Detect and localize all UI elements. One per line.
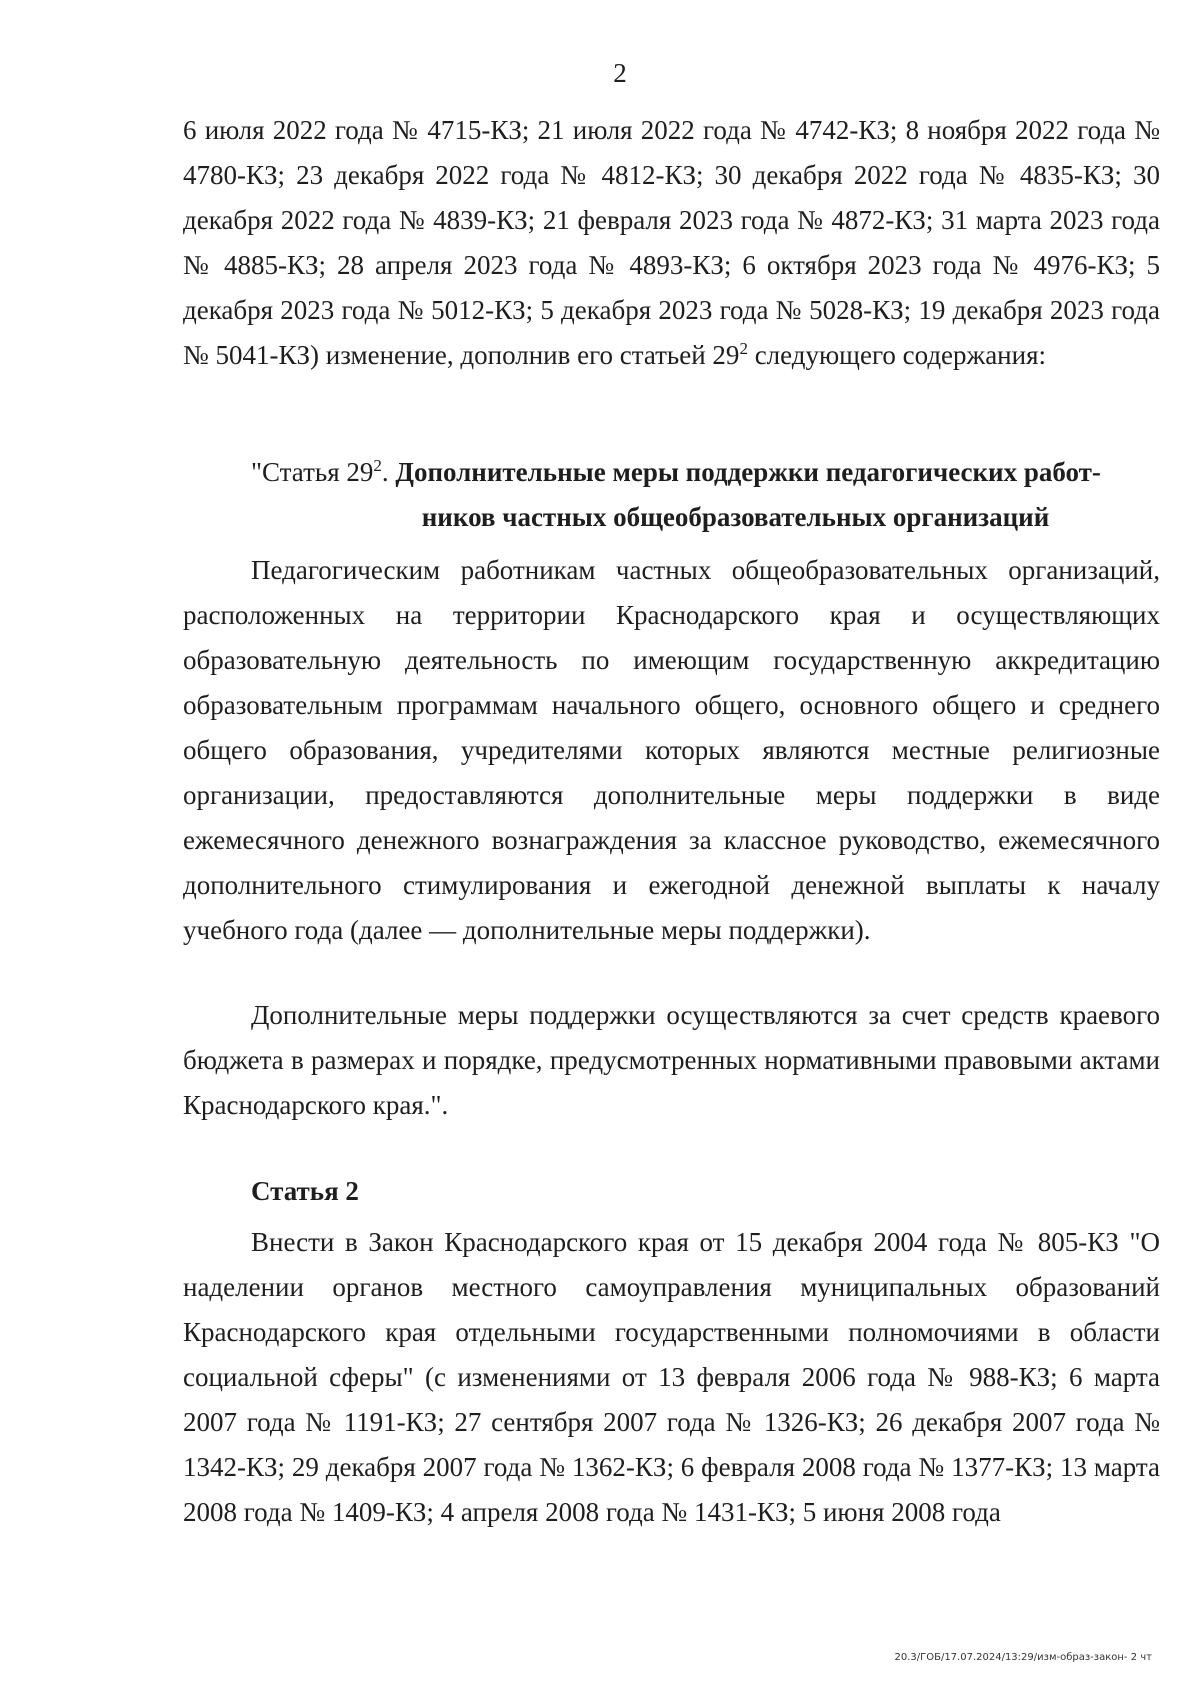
article-prefix-text: "Статья 29 xyxy=(251,457,374,487)
article-29-2-paragraph-2: Дополнительные меры поддержки осуществляются за счет средств краевого бюджета в размерах и порядке, предусмотренных нормативными правовыми актами Краснодарского края.". xyxy=(183,1000,1160,1120)
footer-document-code: 20.3/ГОБ/17.07.2024/13:29/изм-образ-закон- 2 чт xyxy=(894,1652,1152,1663)
article-29-2-body xyxy=(183,548,1160,953)
intro-superscript: 2 xyxy=(739,339,748,358)
article-2-paragraph: Внести в Закон Краснодарского края от 15 декабря 2004 года № 805-КЗ "О наделении органов местного самоуправления муниципальных образований Краснодарского края отдельными государственными полномочиями в области социальной сферы" (с изменениями от 13 февраля 2006 года № 988-КЗ; 6 марта 2007 года № 1191-КЗ; 27 сентября 2007 года № 1326-КЗ; 26 декабря 2007 года № 1342-КЗ; 29 декабря 2007 года № 1362-КЗ; 6 февраля 2008 года № 1377-КЗ; 13 марта 2008 года № 1409-КЗ; 4 апреля 2008 года № 1431-КЗ; 5 июня 2008 года xyxy=(183,1227,1160,1527)
article-prefix-end: . xyxy=(381,457,389,487)
article-29-2-title-line2: ников частных общеобразовательных организаций xyxy=(421,502,1050,532)
intro-main: 6 июля 2022 года № 4715-КЗ; 21 июля 2022 года № 4742-КЗ; 8 ноября 2022 года № 4780-КЗ; 23 декабря 2022 года № 4812-КЗ; 30 декабря 2022 года № 4835-КЗ; 30 декабря 2022 года № 4839-КЗ; 21 февраля 2023 года № 4872-КЗ; 31 марта 2023 года № 4885-КЗ; 28 апреля 2023 года № 4893-КЗ; 6 октября 2023 года № 4976-КЗ; 5 декабря 2023 года № 5012-КЗ; 5 декабря 2023 года № 5028-КЗ; 19 декабря 2023 года № 5041-КЗ) изменение, дополнив его статьей 29 xyxy=(183,115,1160,370)
article-29-2-prefix xyxy=(251,457,389,487)
article-2-heading: Статья 2 xyxy=(251,1176,359,1206)
intro-paragraph xyxy=(183,108,1160,378)
intro-tail: следующего содержания: xyxy=(747,340,1046,370)
intro-text xyxy=(183,108,1160,378)
page-number: 2 xyxy=(613,58,627,88)
article-29-2-title-line1: Дополнительные меры поддержки педагогических работ- xyxy=(395,457,1101,487)
article-29-2-heading xyxy=(251,450,1160,540)
article-2-body xyxy=(183,1220,1160,1535)
article-29-2-paragraph-1: Педагогическим работникам частных общеобразовательных организаций, расположенных на территории Краснодарского края и осуществляющих образовательную деятельность по имеющим государственную аккредитацию образовательным программам начального общего, основного общего и среднего общего образования, учредителями которых являются местные религиозные организации, предоставляются дополнительные меры поддержки в виде ежемесячного денежного вознаграждения за классное руководство, ежемесячного дополнительного стимулирования и ежегодной денежной выплаты к началу учебного года (далее — дополнительные меры поддержки). xyxy=(183,555,1160,945)
article-prefix-superscript: 2 xyxy=(373,456,382,475)
article-29-2-body-2 xyxy=(183,993,1160,1128)
